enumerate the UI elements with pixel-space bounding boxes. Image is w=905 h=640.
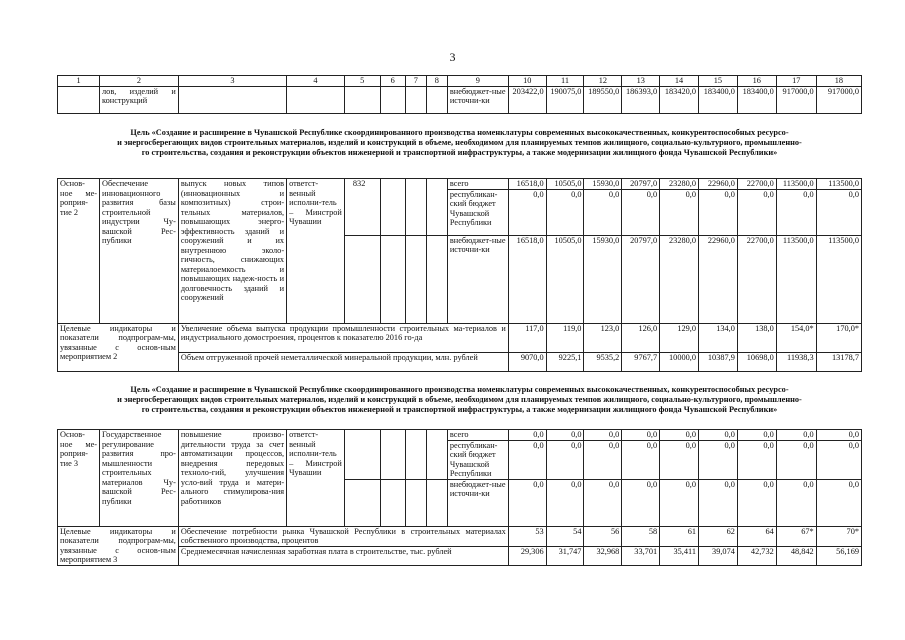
goal-line: го строительства, создания и реконструкции объектов инженерной и транспортной инфраструктуры, а также модернизации жилищного фонда Чувашской Республики»: [141, 405, 778, 414]
column-number-header: [58, 76, 862, 87]
table-main-activity-2: [57, 178, 862, 372]
indicators-label: Целевые индикаторы и показатели подпрограм-мы, увязанные с основ-ным мероприятием 2: [58, 323, 179, 371]
value-cell: 0,0: [508, 440, 546, 479]
goal-heading-1: [57, 128, 862, 158]
goal-heading-2: [57, 385, 862, 415]
table-row: [58, 352, 862, 371]
value-cell: 186393,0: [622, 86, 660, 113]
column-number: 17: [776, 76, 816, 87]
indicator-text: Объем отгруженной прочей неметаллической минеральной продукции, млн. рублей: [178, 352, 508, 371]
value-cell: 138,0: [737, 323, 776, 352]
value-cell: 0,0: [816, 430, 861, 441]
column-number: 8: [426, 76, 447, 87]
value-cell: 20797,0: [622, 179, 660, 190]
value-cell: 113500,0: [816, 235, 861, 323]
column-number: 5: [344, 76, 380, 87]
value-cell: 0,0: [622, 479, 660, 526]
value-cell: 31,747: [546, 546, 584, 565]
column-number: 3: [178, 76, 286, 87]
value-cell: 183400,0: [737, 86, 776, 113]
column-number: 14: [660, 76, 699, 87]
indicators-label: Целевые индикаторы и показатели подпрограм-мы, увязанные с основ-ным мероприятием 3: [58, 526, 179, 565]
value-cell: 58: [622, 526, 660, 546]
value-cell: 170,0*: [816, 323, 861, 352]
column-number: 16: [737, 76, 776, 87]
value-cell: 29,306: [508, 546, 546, 565]
column-number: 15: [699, 76, 738, 87]
value-cell: 13178,7: [816, 352, 861, 371]
value-cell: 35,411: [660, 546, 699, 565]
column-number: 9: [447, 76, 508, 87]
value-cell: 10000,0: [660, 352, 699, 371]
column-number: 4: [287, 76, 345, 87]
value-cell: 113500,0: [816, 179, 861, 190]
value-cell: 64: [737, 526, 776, 546]
funding-source: республикан-ский бюджет Чувашской Республики: [447, 440, 508, 479]
value-cell: 183420,0: [660, 86, 699, 113]
value-cell: 61: [660, 526, 699, 546]
value-cell: 32,968: [584, 546, 622, 565]
value-cell: 0,0: [622, 440, 660, 479]
value-cell: 0,0: [508, 479, 546, 526]
value-cell: 917000,0: [816, 86, 861, 113]
value-cell: 189550,0: [584, 86, 622, 113]
value-cell: 0,0: [584, 189, 622, 235]
value-cell: 10505,0: [546, 179, 584, 190]
funding-source: республикан-ский бюджет Чувашской Республики: [447, 189, 508, 235]
value-cell: 0,0: [737, 189, 776, 235]
value-cell: 0,0: [776, 189, 816, 235]
value-cell: 23280,0: [660, 235, 699, 323]
value-cell: 190075,0: [546, 86, 584, 113]
activity-name: Государственное регулирование развития про-мышленности строительных материалов Чу-вашской Рес-публики: [100, 430, 179, 527]
value-cell: 0,0: [776, 440, 816, 479]
table-row: [58, 86, 862, 113]
responsible-executor: ответст-венный исполни-тель – Минстрой Чувашии: [287, 179, 345, 324]
table-main-activity-3: [57, 429, 862, 566]
value-cell: 0,0: [546, 479, 584, 526]
value-cell: 67*: [776, 526, 816, 546]
value-cell: 9225,1: [546, 352, 584, 371]
value-cell: 0,0: [622, 430, 660, 441]
value-cell: 0,0: [584, 440, 622, 479]
value-cell: 9070,0: [508, 352, 546, 371]
goal-line: го строительства, создания и реконструкции объектов инженерной и транспортной инфраструктуры, а также модернизации жилищного фонда Чувашской Республики»: [141, 148, 778, 157]
funding-source: всего: [447, 179, 508, 190]
column-number: 7: [405, 76, 426, 87]
value-cell: 16518,0: [508, 179, 546, 190]
cont-col2: лов, изделий и конструкций: [100, 86, 179, 113]
value-cell: 39,074: [699, 546, 738, 565]
value-cell: 129,0: [660, 323, 699, 352]
activity-number: Основ-ное ме-роприя-тие 2: [58, 179, 100, 324]
activity-number: Основ-ное ме-роприя-тие 3: [58, 430, 100, 527]
value-cell: 917000,0: [776, 86, 816, 113]
value-cell: 16518,0: [508, 235, 546, 323]
value-cell: 23280,0: [660, 179, 699, 190]
value-cell: 0,0: [584, 430, 622, 441]
value-cell: 0,0: [508, 189, 546, 235]
indicator-text: Обеспечение потребности рынка Чувашской Республики в строительных материалах собственного производства, процентов: [178, 526, 508, 546]
value-cell: 70*: [816, 526, 861, 546]
value-cell: 0,0: [546, 440, 584, 479]
value-cell: 22700,0: [737, 179, 776, 190]
column-number: 6: [380, 76, 405, 87]
value-cell: 134,0: [699, 323, 738, 352]
value-cell: 0,0: [737, 479, 776, 526]
funding-source: внебюджет-ные источни-ки: [447, 235, 508, 323]
funding-source: внебюджет-ные источни-ки: [447, 479, 508, 526]
value-cell: 0,0: [816, 479, 861, 526]
value-cell: 0,0: [660, 479, 699, 526]
value-cell: 9767,7: [622, 352, 660, 371]
value-cell: 0,0: [699, 189, 738, 235]
activity-result: повышение произво-дительности труда за счет автоматизации процессов, внедрения передовых техноло-гий, улучшения усло-вий труда и матери-ального стимулирова-ния работников: [178, 430, 286, 527]
value-cell: 10387,9: [699, 352, 738, 371]
value-cell: 123,0: [584, 323, 622, 352]
value-cell: 0,0: [699, 440, 738, 479]
responsible-executor: ответст-венный исполни-тель – Минстрой Чувашии: [287, 430, 345, 527]
column-number: 18: [816, 76, 861, 87]
value-cell: 0,0: [816, 440, 861, 479]
value-cell: 113500,0: [776, 179, 816, 190]
value-cell: 54: [546, 526, 584, 546]
value-cell: 22960,0: [699, 235, 738, 323]
value-cell: 0,0: [660, 430, 699, 441]
column-number: 1: [58, 76, 100, 87]
value-cell: 0,0: [699, 430, 738, 441]
value-cell: 22960,0: [699, 179, 738, 190]
column-number: 11: [546, 76, 584, 87]
value-cell: 56: [584, 526, 622, 546]
indicator-text: Среднемесячная начисленная заработная плата в строительстве, тыс. рублей: [178, 546, 508, 565]
value-cell: 15930,0: [584, 235, 622, 323]
funding-source: всего: [447, 430, 508, 441]
value-cell: 22700,0: [737, 235, 776, 323]
table-continuation: [57, 75, 862, 114]
value-cell: 0,0: [776, 479, 816, 526]
goal-line: Цель «Создание и расширение в Чувашской Республике скоординированного производства номенклатуры современных высококачественных, конкурентоспособных ресурсо-: [130, 385, 789, 394]
value-cell: 48,842: [776, 546, 816, 565]
value-cell: 10698,0: [737, 352, 776, 371]
goal-line: и энергосберегающих видов строительных материалов, изделий и конструкций в объеме, необходимом для планируемых темпов жилищного, социально-культурного, промышленно-: [117, 395, 802, 404]
value-cell: 0,0: [546, 430, 584, 441]
value-cell: 183400,0: [699, 86, 738, 113]
value-cell: 42,732: [737, 546, 776, 565]
value-cell: 33,701: [622, 546, 660, 565]
table-row: [58, 430, 862, 441]
value-cell: 10505,0: [546, 235, 584, 323]
goal-line: Цель «Создание и расширение в Чувашской Республике скоординированного производства номенклатуры современных высококачественных, конкурентоспособных ресурсо-: [130, 128, 789, 137]
value-cell: 62: [699, 526, 738, 546]
value-cell: 0,0: [699, 479, 738, 526]
value-cell: 0,0: [737, 440, 776, 479]
value-cell: 0,0: [508, 430, 546, 441]
value-cell: 20797,0: [622, 235, 660, 323]
indicator-text: Увеличение объема выпуска продукции промышленности строительных ма-териалов и индустриального домостроения, процентов к показателю 2016 го-да: [178, 323, 508, 352]
column-number: 12: [584, 76, 622, 87]
column-number: 2: [100, 76, 179, 87]
value-cell: 11938,3: [776, 352, 816, 371]
value-cell: 117,0: [508, 323, 546, 352]
column-number: 10: [508, 76, 546, 87]
value-cell: 53: [508, 526, 546, 546]
value-cell: 9535,2: [584, 352, 622, 371]
column-number: 13: [622, 76, 660, 87]
value-cell: 203422,0: [508, 86, 546, 113]
cont-source: внебюджет-ные источни-ки: [447, 86, 508, 113]
table-row: [58, 179, 862, 190]
goal-line: и энергосберегающих видов строительных материалов, изделий и конструкций в объеме, необходимом для планируемых темпов жилищного, социально-культурного, промышленно-: [117, 138, 802, 147]
value-cell: 0,0: [622, 189, 660, 235]
value-cell: 113500,0: [776, 235, 816, 323]
table-row: [58, 323, 862, 352]
value-cell: 126,0: [622, 323, 660, 352]
value-cell: 0,0: [776, 430, 816, 441]
value-cell: 0,0: [816, 189, 861, 235]
value-cell: 0,0: [737, 430, 776, 441]
value-cell: 56,169: [816, 546, 861, 565]
value-cell: 0,0: [546, 189, 584, 235]
value-cell: 119,0: [546, 323, 584, 352]
value-cell: 0,0: [660, 189, 699, 235]
value-cell: 0,0: [660, 440, 699, 479]
table-row: [58, 546, 862, 565]
value-cell: 154,0*: [776, 323, 816, 352]
value-cell: 15930,0: [584, 179, 622, 190]
value-cell: 0,0: [584, 479, 622, 526]
table-row: [58, 526, 862, 546]
activity-name: Обеспечение инновационного развития базы строительной индустрии Чу-вашской Рес-публики: [100, 179, 179, 324]
budget-code: 832: [344, 179, 380, 236]
activity-result: выпуск новых типов (инновационных и композитных) строи-тельных материалов, повышающих энерго-эффективность зданий и сооружений и их внутреннюю эколо-гичность, снижающих материалоемкость и повышающих надеж-ность и долговечность зданий и сооружений: [178, 179, 286, 324]
page-number: 3: [449, 50, 456, 64]
